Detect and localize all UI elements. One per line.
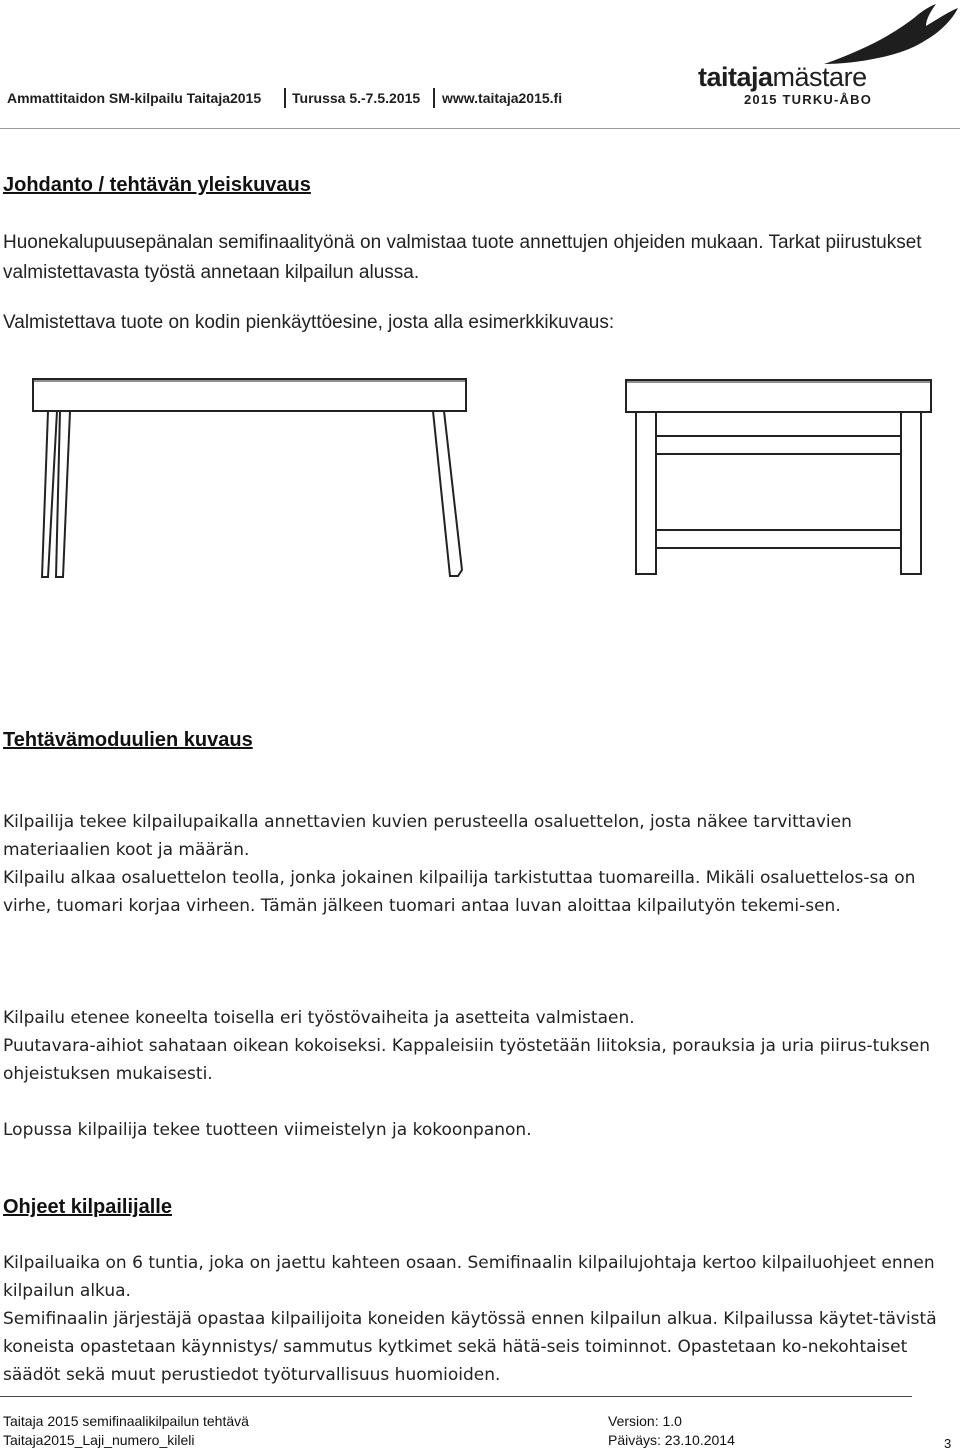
modules-paragraph-3: Kilpailu etenee koneelta toisella eri työstövaiheita ja asetteita valmistaen. <box>3 1008 635 1028</box>
section-heading-instructions: Ohjeet kilpailijalle <box>3 1196 172 1218</box>
instructions-paragraph-2: Semifinaalin järjestäjä opastaa kilpailijoita koneiden käytössä ennen kilpailun alkua. Kilpailussa käytet-tävistä koneista opastetaan käynnistys/ sammutus kytkimet sekä hätä-seis toiminnot. Opastetaan ko-nekohtaiset säädöt sekä muut perustiedot työturvallisuus huomioiden. <box>3 1309 937 1385</box>
section-heading-intro: Johdanto / tehtävän yleiskuvaus <box>3 174 311 196</box>
page-number: 3 <box>944 1436 952 1451</box>
header-competition: Ammattitaidon SM-kilpailu Taitaja2015 <box>7 90 262 106</box>
logo-subtitle: 2015 TURKU-ÅBO <box>744 92 873 107</box>
modules-paragraph-2: Kilpailu alkaa osaluettelon teolla, jonka jokainen kilpailija tarkistuttaa tuomareilla. Mikäli osaluettelos-sa on virhe, tuomari korjaa virheen. Tämän jälkeen tuomari antaa luvan aloittaa kilpailutyön tekemi-sen. <box>3 868 916 916</box>
table-front-view-drawing <box>622 374 935 579</box>
instructions-paragraph-1: Kilpailuaika on 6 tuntia, joka on jaettu kahteen osaan. Semifinaalin kilpailujohtaja kertoo kilpailuohjeet ennen kilpailun alkua. <box>3 1253 935 1301</box>
header-separator <box>284 88 286 108</box>
modules-paragraph-1: Kilpailija tekee kilpailupaikalla annettavien kuvien perusteella osaluettelon, josta näkee tarvittavien materiaalien koot ja määrän. <box>3 812 852 860</box>
header-location: Turussa 5.-7.5.2015 <box>292 90 421 106</box>
header-rule <box>0 128 960 129</box>
logo-bold-text: taitaja <box>698 62 773 92</box>
footer-rule <box>0 1396 912 1397</box>
footer-file-name: Taitaja2015_Laji_numero_kileli <box>3 1432 195 1448</box>
footer-version: Version: 1.0 <box>608 1413 682 1429</box>
intro-paragraph-1: Huonekalupuusepänalan semifinaalityönä on valmistaa tuote annettujen ohjeiden mukaan. Tarkat piirustukset valmistettavasta työstä annetaan kilpailun alussa. <box>3 232 922 283</box>
intro-paragraph-2: Valmistettava tuote on kodin pienkäyttöesine, josta alla esimerkkikuvaus: <box>3 312 615 333</box>
table-side-view-drawing <box>30 372 475 587</box>
section-heading-modules: Tehtävämoduulien kuvaus <box>3 729 253 751</box>
modules-paragraph-4: Puutavara-aihiot sahataan oikean kokoiseksi. Kappaleisiin työstetään liitoksia, porauksia ja uria piirus-tuksen ohjeistuksen mukaisesti. <box>3 1036 930 1084</box>
header-url: www.taitaja2015.fi <box>442 90 563 106</box>
footer-date: Päiväys: 23.10.2014 <box>608 1432 735 1448</box>
logo-light-text: mästare <box>772 62 867 92</box>
header-separator <box>433 88 435 108</box>
footer-task-title: Taitaja 2015 semifinaalikilpailun tehtävä <box>3 1413 249 1429</box>
modules-paragraph-5: Lopussa kilpailija tekee tuotteen viimeistelyn ja kokoonpanon. <box>3 1120 532 1140</box>
swallow-logo-icon <box>818 2 960 72</box>
